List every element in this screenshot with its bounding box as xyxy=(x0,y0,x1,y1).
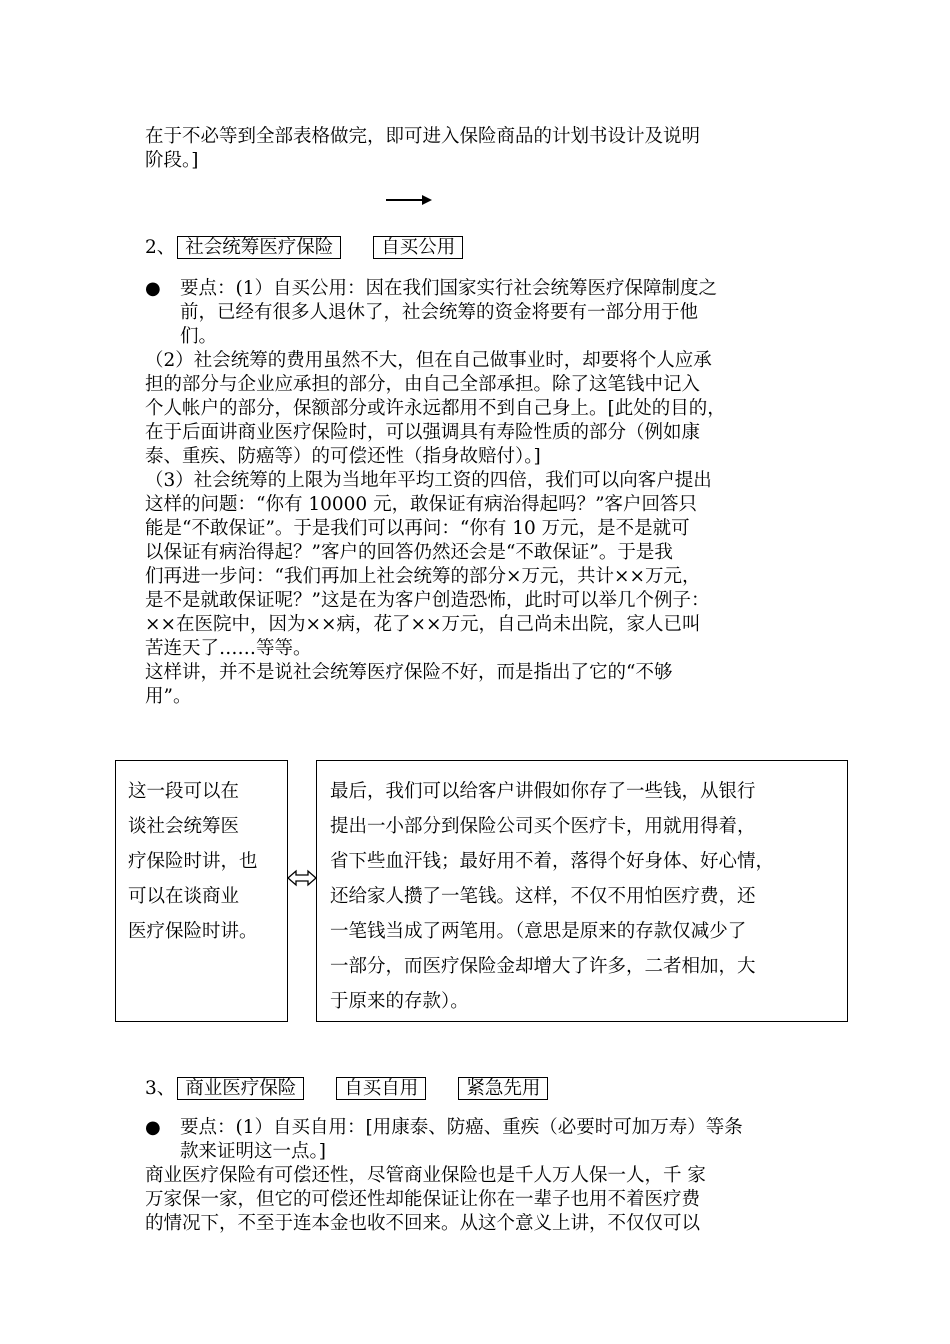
tag-self-buy-self-use: 自买自用 xyxy=(336,1077,426,1100)
section-2-point-line-1: 要点：(1）自买公用：因在我们国家实行社会统筹医疗保障制度之 xyxy=(180,278,717,299)
right-note-line-1: 最后，我们可以给客户讲假如你存了一些钱，从银行 xyxy=(330,781,756,802)
right-note-line-4: 还给家人攒了一笔钱。这样，不仅不用怕医疗费，还 xyxy=(330,886,756,907)
section-3-point-line-1: 要点：(1）自买自用：[用康泰、防癌、重疾（必要时可加万寿）等条 xyxy=(180,1117,743,1138)
section-2-p3-line-2: 这样的问题：“你有 10000 元，敢保证有病治得起吗？”客户回答只 xyxy=(145,494,698,515)
section-2-point-line-2: 前，已经有很多人退休了，社会统筹的资金将要有一部分用于他 xyxy=(180,302,699,323)
right-note-box xyxy=(316,760,848,1022)
section-2-p4-line-2: 用”。 xyxy=(145,686,192,707)
section-2-p4-line-1: 这样讲，并不是说社会统筹医疗保险不好，而是指出了它的“不够 xyxy=(145,662,673,683)
section-2-p3-line-1: （3）社会统筹的上限为当地年平均工资的四倍，我们可以向客户提出 xyxy=(145,470,712,491)
section-3-p2-line-2: 万家保一家，但它的可偿还性却能保证让你在一辈子也用不着医疗费 xyxy=(145,1189,701,1210)
section-2-p2-line-5: 泰、重疾、防癌等）的可偿还性（指身故赔付）。] xyxy=(145,446,541,467)
tag-emergency-first-use: 紧急先用 xyxy=(458,1077,548,1100)
intro-line-2: 阶段。] xyxy=(145,150,199,171)
section-2-p2-line-2: 担的部分与企业应承担的部分，由自己全部承担。除了这笔钱中记入 xyxy=(145,374,701,395)
section-2-p3-line-3: 能是“不敢保证”。于是我们可以再问：“你有 10 万元，是不是就可 xyxy=(145,518,690,539)
section-2-p3-line-4: 以保证有病治得起？”客户的回答仍然还会是“不敢保证”。于是我 xyxy=(145,542,673,563)
right-note-line-3: 省下些血汗钱；最好用不着，落得个好身体、好心情， xyxy=(330,851,775,872)
bullet-icon: ● xyxy=(145,1117,161,1138)
left-note-line-5: 医疗保险时讲。 xyxy=(128,921,258,942)
section-2-point-line-3: 们。 xyxy=(180,326,218,347)
right-note-line-7: 于原来的存款）。 xyxy=(330,991,469,1012)
right-note-line-5: 一笔钱当成了两笔用。（意思是原来的存款仅减少了 xyxy=(330,921,747,942)
section-3-p2-line-3: 的情况下，不至于连本金也收不回来。从这个意义上讲，不仅仅可以 xyxy=(145,1213,701,1234)
right-note-line-2: 提出一小部分到保险公司买个医疗卡，用就用得着， xyxy=(330,816,756,837)
tag-commercial-medical-insurance: 商业医疗保险 xyxy=(177,1077,304,1100)
left-note-line-2: 谈社会统筹医 xyxy=(128,816,240,837)
section-3-heading xyxy=(145,1077,578,1101)
section-3-number: 3、 xyxy=(145,1078,176,1099)
left-note-line-1: 这一段可以在 xyxy=(128,781,240,802)
tag-social-medical-insurance: 社会统筹医疗保险 xyxy=(177,236,341,259)
section-2-p3-line-7: ××在医院中，因为××病，花了××万元，自己尚未出院，家人已叫 xyxy=(145,614,701,635)
tag-self-buy-public-use: 自买公用 xyxy=(373,236,463,259)
right-arrow-icon xyxy=(386,193,434,207)
section-3-point-line-2: 款来证明这一点。] xyxy=(180,1141,326,1162)
left-note-box xyxy=(115,760,288,1022)
left-note-line-4: 可以在谈商业 xyxy=(128,886,240,907)
section-2-p2-line-4: 在于后面讲商业医疗保险时，可以强调具有寿险性质的部分（例如康 xyxy=(145,422,701,443)
bullet-icon: ● xyxy=(145,278,161,299)
section-2-p3-line-5: 们再进一步问：“我们再加上社会统筹的部分×万元，共计××万元， xyxy=(145,566,701,587)
section-2-p2-line-3: 个人帐户的部分，保额部分或许永远都用不到自己身上。[此处的目的， xyxy=(145,398,726,419)
section-2-number: 2、 xyxy=(145,237,176,258)
left-note-line-3: 疗保险时讲，也 xyxy=(128,851,258,872)
section-2-p2-line-1: （2）社会统筹的费用虽然不大，但在自己做事业时，却要将个人应承 xyxy=(145,350,712,371)
double-arrow-icon xyxy=(287,869,317,887)
intro-line-1: 在于不必等到全部表格做完，即可进入保险商品的计划书设计及说明 xyxy=(145,126,701,147)
section-2-heading xyxy=(145,236,493,260)
section-2-p3-line-6: 是不是就敢保证呢？”这是在为客户创造恐怖，此时可以举几个例子： xyxy=(145,590,710,611)
section-2-p3-line-8: 苦连天了……等等。 xyxy=(145,638,312,659)
section-3-p2-line-1: 商业医疗保险有可偿还性，尽管商业保险也是千人万人保一人，千 家 xyxy=(145,1165,706,1186)
right-note-line-6: 一部分，而医疗保险金却增大了许多，二者相加，大 xyxy=(330,956,756,977)
